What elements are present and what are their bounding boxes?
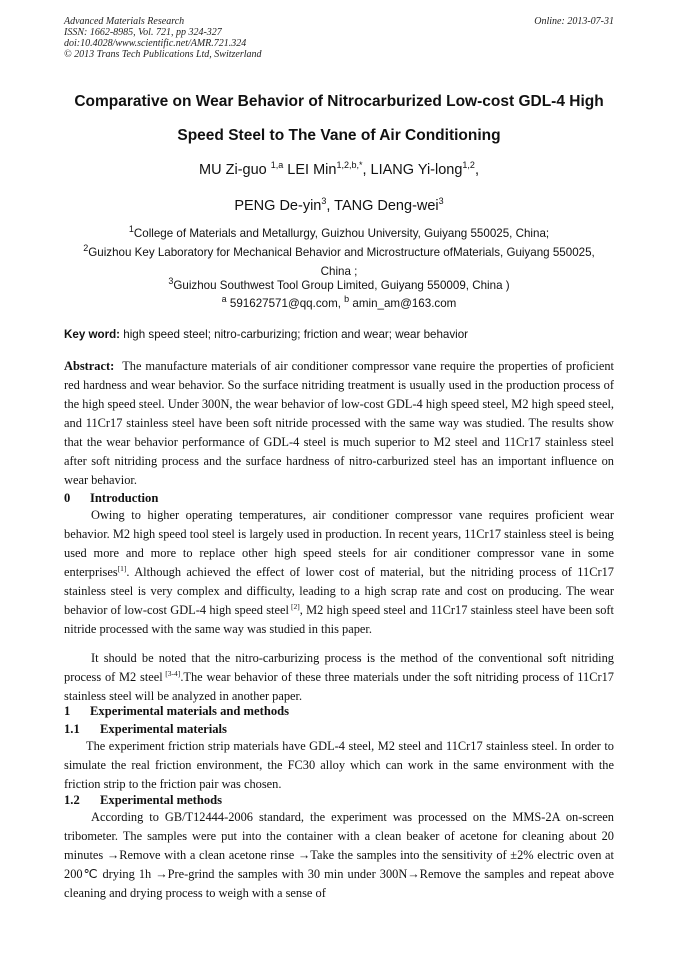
author-name: , TANG Deng-wei [326, 198, 439, 214]
section-number: 1.1 [64, 722, 80, 736]
author-name: PENG De-yin [234, 198, 322, 214]
journal-header [64, 16, 614, 60]
author-affiliation-mark: 1,2,b,* [336, 160, 363, 171]
affiliation-1 [56, 224, 622, 243]
author-separator: , [474, 162, 479, 178]
section-number: 0 [64, 491, 71, 505]
section-title: Experimental methods [100, 793, 223, 807]
paragraph-text: .The wear behavior of these three materials under the soft nitriding process of 11Cr17 stainless steel will be analyzed in another paper. [64, 670, 614, 703]
keywords-label: Key word: [64, 328, 121, 341]
paragraph-text: , M2 high speed steel and 11Cr17 stainless steel have been soft nitride processed with the same way was studied in this paper. [64, 603, 614, 636]
section-number: 1 [64, 704, 71, 718]
journal-name: Advanced Materials Research [64, 16, 185, 27]
citation-ref[interactable]: [3-4] [162, 668, 181, 678]
author-affiliation-mark: 1,2 [462, 160, 475, 171]
affiliation-text: College of Materials and Metallurgy, Guizhou University, Guiyang 550025, China; [133, 227, 550, 240]
affiliation-3 [56, 276, 622, 295]
paragraph-text: Owing to higher operating temperatures, air conditioner compressor vane requires proficient wear behavior. M2 high speed tool steel is largely used in production. In recent years, 11Cr17 stainless steel is being used more and more to replace other high speed steels for air conditioner compressor vane in some enterprises [64, 508, 614, 579]
author-affiliation-mark: 3 [321, 196, 327, 207]
copyright-line: © 2013 Trans Tech Publications Ltd, Switzerland [64, 49, 262, 60]
citation-ref[interactable]: [2] [288, 601, 300, 611]
online-date: Online: 2013-07-31 [534, 16, 614, 27]
author-name: LEI Min [283, 162, 337, 178]
citation-ref[interactable]: [1] [117, 563, 127, 573]
affiliation-text: Guizhou Key Laboratory for Mechanical Behavior and Microstructure ofMaterials, Guiyang 550025, [88, 246, 595, 259]
email-a[interactable]: 591627571@qq.com, [226, 297, 345, 310]
author-affiliation-mark: 1,a [270, 160, 284, 171]
paper-title-line-2: Speed Steel to The Vane of Air Conditioning [177, 127, 501, 144]
affiliation-text-cont: China ; [320, 265, 358, 278]
email-mark: a [221, 294, 227, 305]
keywords-text: high speed steel; nitro-carburizing; friction and wear; wear behavior [120, 328, 469, 341]
intro-paragraph-1 [64, 506, 614, 639]
subsection-heading-methods [64, 792, 222, 808]
email-b[interactable]: amin_am@163.com [349, 297, 457, 310]
paragraph-text: . Although achieved the effect of lower cost of material, but the nitriding process of 11Cr17 stainless steel is very complex and difficulty, leading to a high scrap rate and cost on producing. The wear behavior of low-cost GDL-4 high speed steel [64, 565, 614, 617]
intro-paragraph-2 [64, 649, 614, 706]
abstract-label: Abstract: [64, 359, 115, 373]
subsection-heading-materials [64, 721, 227, 737]
keywords [64, 327, 624, 343]
section-heading-materials-methods [64, 703, 289, 719]
affiliation-mark: 3 [168, 276, 174, 287]
materials-paragraph: The experiment friction strip materials have GDL-4 steel, M2 steel and 11Cr17 stainless steel. In order to simulate the real friction environment, the FC30 alloy which can work in the same environment with the friction strip to the friction pair was chosen. [64, 739, 614, 791]
author-name: MU Zi-guo [199, 162, 271, 178]
methods-paragraph: According to GB/T12444-2006 standard, the experiment was processed on the MMS-2A on-screen tribometer. The samples were put into the container with a clean beaker of acetone for cleaning about 20 minutes →Remove with a clean acetone rinse →Take the samples into the sensitivity of ±2% electric oven at 200℃ drying 1h →Pre-grind the samples with 30 min under 300N→Remove the samples and repeat above cleaning and drying process to weigh with a sense of [64, 810, 614, 900]
paper-title-line-1: Comparative on Wear Behavior of Nitrocarburized Low-cost GDL-4 High [74, 93, 604, 110]
section-title: Experimental materials [100, 722, 227, 736]
author-emails [56, 294, 622, 313]
abstract [64, 357, 614, 490]
authors-line-2 [40, 197, 638, 215]
email-mark: b [344, 294, 350, 305]
affiliation-mark: 1 [128, 224, 134, 235]
section-heading-introduction [64, 490, 158, 506]
authors-line-1 [40, 161, 638, 179]
affiliation-text: Guizhou Southwest Tool Group Limited, Guiyang 550009, China ) [173, 279, 510, 292]
issn-line: ISSN: 1662-8985, Vol. 721, pp 324-327 [64, 27, 222, 38]
section-number: 1.2 [64, 793, 80, 807]
section-title: Introduction [90, 491, 159, 505]
paragraph-text: It should be noted that the nitro-carburizing process is the method of the conventional soft nitriding process of M2 steel [64, 651, 614, 684]
affiliation-mark: 2 [83, 243, 89, 254]
section-title: Experimental materials and methods [90, 704, 290, 718]
abstract-text: The manufacture materials of air conditioner compressor vane require the properties of proficient red hardness and wear behavior. So the surface nitriding treatment is usually used in the production process of the high speed steel. Under 300N, the wear behavior of low-cost GDL-4 high speed steel, M2 high speed steel, and 11Cr17 stainless steel have been soft nitride processed with the same way was studied. The results show that the wear behavior performance of GDL-4 steel is much superior to M2 steel and 11Cr17 stainless steel after soft nitriding process and the surface hardness of nitro-carburized steel has an important influence on wear behavior. [64, 359, 614, 487]
doi-line: doi:10.4028/www.scientific.net/AMR.721.324 [64, 38, 247, 49]
author-affiliation-mark: 3 [438, 196, 444, 207]
author-name: , LIANG Yi-long [362, 162, 463, 178]
